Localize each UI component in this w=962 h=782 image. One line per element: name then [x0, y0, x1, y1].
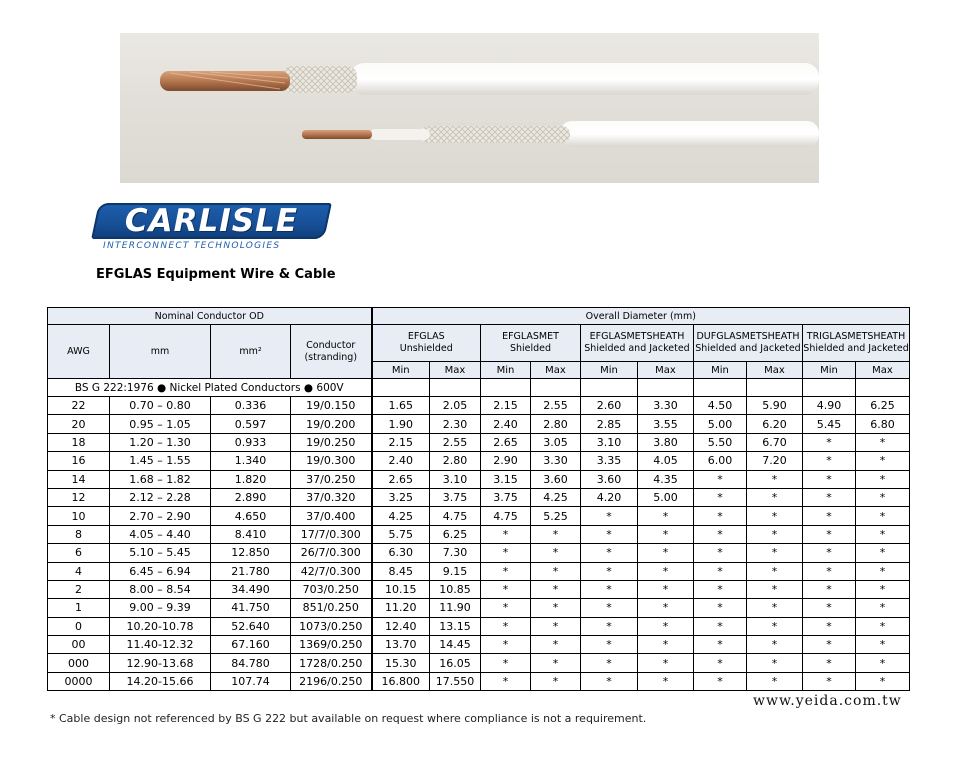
table-cell: * [531, 599, 581, 617]
table-cell: * [581, 580, 638, 598]
table-cell: * [694, 636, 747, 654]
table-cell: 18 [48, 433, 110, 451]
table-cell: 3.80 [638, 433, 694, 451]
table-cell: 8.00 – 8.54 [110, 580, 211, 598]
table-cell: 5.50 [694, 433, 747, 451]
table-cell: * [638, 599, 694, 617]
table-cell: 4.25 [531, 488, 581, 506]
table-cell: 8.410 [211, 525, 291, 543]
table-cell: 6.20 [747, 415, 803, 433]
table-cell: 34.490 [211, 580, 291, 598]
table-cell: 19/0.300 [291, 452, 372, 470]
table-cell: 6.45 – 6.94 [110, 562, 211, 580]
table-cell: * [694, 507, 747, 525]
table-row [48, 507, 910, 525]
table-cell: 0.70 – 0.80 [110, 397, 211, 415]
table-cell: * [803, 433, 856, 451]
table-cell: 19/0.200 [291, 415, 372, 433]
table-cell: 37/0.250 [291, 470, 372, 488]
table-cell: * [747, 470, 803, 488]
table-cell: 13.15 [430, 617, 481, 635]
table-cell: * [856, 452, 910, 470]
table-cell: * [803, 617, 856, 635]
table-row [48, 617, 910, 635]
table-cell: 16 [48, 452, 110, 470]
table-cell: 2.12 – 2.28 [110, 488, 211, 506]
table-cell: * [531, 617, 581, 635]
table-cell: 3.10 [581, 433, 638, 451]
table-cell: 2.05 [430, 397, 481, 415]
table-cell: * [747, 507, 803, 525]
table-cell: * [747, 580, 803, 598]
table-cell: * [581, 636, 638, 654]
table-cell: * [747, 525, 803, 543]
table-row [48, 599, 910, 617]
table-cell: * [638, 672, 694, 690]
product-photo [120, 33, 819, 183]
table-cell: * [747, 599, 803, 617]
table-cell: 3.30 [638, 397, 694, 415]
table-cell: 1.20 – 1.30 [110, 433, 211, 451]
table-cell: 19/0.150 [291, 397, 372, 415]
table-cell: * [481, 636, 531, 654]
table-cell: 3.25 [372, 488, 430, 506]
table-cell: 3.30 [531, 452, 581, 470]
mm2-header: mm² [211, 325, 291, 379]
table-cell: 84.780 [211, 654, 291, 672]
table-cell: * [638, 654, 694, 672]
table-cell: 000 [48, 654, 110, 672]
table-cell: 1369/0.250 [291, 636, 372, 654]
table-row [48, 636, 910, 654]
table-cell: * [747, 672, 803, 690]
table-cell: * [856, 433, 910, 451]
table-row [48, 544, 910, 562]
table-cell: 14.20-15.66 [110, 672, 211, 690]
table-cell: 12.90-13.68 [110, 654, 211, 672]
table-cell: 12.40 [372, 617, 430, 635]
table-cell: 5.00 [638, 488, 694, 506]
table-cell: 4 [48, 562, 110, 580]
table-cell: 11.90 [430, 599, 481, 617]
table-cell: 0.933 [211, 433, 291, 451]
table-cell: 14 [48, 470, 110, 488]
table-cell: * [747, 562, 803, 580]
table-cell: * [694, 672, 747, 690]
logo-subtitle: INTERCONNECT TECHNOLOGIES [103, 241, 281, 251]
table-cell: * [856, 636, 910, 654]
table-cell: 2.90 [481, 452, 531, 470]
table-cell: 16.05 [430, 654, 481, 672]
table-cell: 52.640 [211, 617, 291, 635]
table-cell: 4.20 [581, 488, 638, 506]
table-cell: 9.00 – 9.39 [110, 599, 211, 617]
table-cell: 2.15 [481, 397, 531, 415]
table-cell: 1.340 [211, 452, 291, 470]
table-cell: * [481, 672, 531, 690]
table-cell: 2.40 [481, 415, 531, 433]
table-cell: 2.890 [211, 488, 291, 506]
table-cell: 3.35 [581, 452, 638, 470]
table-cell: * [638, 562, 694, 580]
table-cell: * [803, 525, 856, 543]
table-cell: * [694, 525, 747, 543]
table-cell: 3.75 [481, 488, 531, 506]
table-cell: 2.30 [430, 415, 481, 433]
table-cell: * [481, 599, 531, 617]
table-cell: * [638, 507, 694, 525]
table-cell: 4.05 [638, 452, 694, 470]
table-cell: * [481, 544, 531, 562]
table-cell: * [531, 544, 581, 562]
table-cell: * [856, 544, 910, 562]
table-cell: 7.30 [430, 544, 481, 562]
table-cell: * [803, 580, 856, 598]
table-cell: 8.45 [372, 562, 430, 580]
table-cell: 21.780 [211, 562, 291, 580]
table-cell: 1 [48, 599, 110, 617]
table-cell: 8 [48, 525, 110, 543]
table-cell: 13.70 [372, 636, 430, 654]
table-cell: 1.68 – 1.82 [110, 470, 211, 488]
table-cell: 3.15 [481, 470, 531, 488]
table-cell: 2.15 [372, 433, 430, 451]
table-cell: 0.95 – 1.05 [110, 415, 211, 433]
table-cell: 12 [48, 488, 110, 506]
table-cell: 2.85 [581, 415, 638, 433]
table-cell: * [638, 525, 694, 543]
table-cell: 703/0.250 [291, 580, 372, 598]
table-cell: * [747, 654, 803, 672]
table-cell: * [803, 470, 856, 488]
table-row [48, 397, 910, 415]
table-cell: 5.75 [372, 525, 430, 543]
table-cell: * [856, 562, 910, 580]
table-cell: 4.75 [481, 507, 531, 525]
table-cell: 5.45 [803, 415, 856, 433]
table-cell: 37/0.400 [291, 507, 372, 525]
product-header-efglasmetsheath: EFGLASMETSHEATH Shielded and Jacketed [581, 325, 694, 362]
table-cell: * [581, 562, 638, 580]
product-header-dufglasmetsheath: DUFGLASMETSHEATH Shielded and Jacketed [694, 325, 803, 362]
table-row [48, 452, 910, 470]
table-cell: * [581, 507, 638, 525]
table-cell: 4.25 [372, 507, 430, 525]
overall-diameter-header: Overall Diameter (mm) [372, 308, 910, 325]
table-cell: * [694, 654, 747, 672]
table-cell: * [531, 525, 581, 543]
table-cell: 4.650 [211, 507, 291, 525]
table-cell: 4.05 – 4.40 [110, 525, 211, 543]
min-header: Min [372, 362, 430, 379]
table-cell: 2.80 [531, 415, 581, 433]
product-header-efglasmet: EFGLASMET Shielded [481, 325, 581, 362]
table-row [48, 525, 910, 543]
table-cell: 6 [48, 544, 110, 562]
table-cell: 6.25 [856, 397, 910, 415]
max-header: Max [856, 362, 910, 379]
table-cell: 2 [48, 580, 110, 598]
table-cell: 3.75 [430, 488, 481, 506]
footnote: * Cable design not referenced by BS G 222 but available on request where compliance is not a requirement. [50, 712, 647, 725]
max-header: Max [531, 362, 581, 379]
min-header: Min [694, 362, 747, 379]
table-cell: 1.820 [211, 470, 291, 488]
table-cell: 2.65 [372, 470, 430, 488]
table-cell: 67.160 [211, 636, 291, 654]
table-cell: 0.336 [211, 397, 291, 415]
table-cell: 17.550 [430, 672, 481, 690]
table-cell: * [638, 580, 694, 598]
product-header-triglasmetsheath: TRIGLASMETSHEATH Shielded and Jacketed [803, 325, 910, 362]
table-row [48, 672, 910, 690]
table-cell: * [856, 470, 910, 488]
table-cell: 6.00 [694, 452, 747, 470]
table-cell: * [747, 544, 803, 562]
table-cell: * [803, 636, 856, 654]
table-cell: 12.850 [211, 544, 291, 562]
table-cell: * [856, 672, 910, 690]
table-row [48, 470, 910, 488]
table-cell: * [856, 525, 910, 543]
table-cell: 6.25 [430, 525, 481, 543]
table-cell: 16.800 [372, 672, 430, 690]
table-cell: 1728/0.250 [291, 654, 372, 672]
table-cell: * [481, 525, 531, 543]
table-cell: 1.45 – 1.55 [110, 452, 211, 470]
table-cell: * [803, 562, 856, 580]
table-cell: * [531, 562, 581, 580]
table-cell: 2.55 [531, 397, 581, 415]
table-cell: * [694, 544, 747, 562]
table-cell: * [531, 672, 581, 690]
table-cell: * [803, 654, 856, 672]
table-cell: * [581, 617, 638, 635]
logo-wordmark: CARLISLE [124, 203, 299, 239]
table-cell: * [856, 617, 910, 635]
table-cell: * [581, 544, 638, 562]
table-cell: 14.45 [430, 636, 481, 654]
table-row [48, 562, 910, 580]
standard-group-label: BS G 222:1976 ● Nickel Plated Conductors ● 600V [48, 379, 372, 397]
table-cell: 6.80 [856, 415, 910, 433]
table-cell: 2.65 [481, 433, 531, 451]
table-cell: * [747, 488, 803, 506]
table-cell: 37/0.320 [291, 488, 372, 506]
table-cell: 5.10 – 5.45 [110, 544, 211, 562]
max-header: Max [747, 362, 803, 379]
conductor-header: Conductor (stranding) [291, 325, 372, 379]
max-header: Max [430, 362, 481, 379]
min-header: Min [581, 362, 638, 379]
table-cell: * [531, 580, 581, 598]
table-cell: 0 [48, 617, 110, 635]
table-cell: 10.20-10.78 [110, 617, 211, 635]
table-cell: 0.597 [211, 415, 291, 433]
table-cell: * [856, 654, 910, 672]
table-cell: 107.74 [211, 672, 291, 690]
table-cell: 4.35 [638, 470, 694, 488]
table-cell: 10 [48, 507, 110, 525]
table-cell: * [856, 507, 910, 525]
table-cell: * [638, 636, 694, 654]
table-cell: 17/7/0.300 [291, 525, 372, 543]
table-cell: 0000 [48, 672, 110, 690]
table-cell: * [694, 580, 747, 598]
table-cell: 3.10 [430, 470, 481, 488]
table-cell: 2196/0.250 [291, 672, 372, 690]
table-cell: * [581, 654, 638, 672]
table-cell: 5.90 [747, 397, 803, 415]
spec-table [47, 307, 910, 691]
table-cell: 15.30 [372, 654, 430, 672]
table-cell: 5.00 [694, 415, 747, 433]
table-cell: * [803, 488, 856, 506]
table-cell: 1.90 [372, 415, 430, 433]
mm-header: mm [110, 325, 211, 379]
table-row [48, 488, 910, 506]
cable-small [302, 121, 819, 147]
table-cell: * [856, 580, 910, 598]
carlisle-logo [95, 203, 330, 258]
table-cell: 3.05 [531, 433, 581, 451]
table-cell: 3.60 [581, 470, 638, 488]
table-cell: 19/0.250 [291, 433, 372, 451]
table-cell: 6.30 [372, 544, 430, 562]
table-cell: * [694, 599, 747, 617]
website-url: www.yeida.com.tw [753, 693, 902, 709]
table-cell: * [856, 488, 910, 506]
table-cell: 00 [48, 636, 110, 654]
table-row [48, 654, 910, 672]
table-cell: 2.80 [430, 452, 481, 470]
table-row [48, 415, 910, 433]
table-cell: * [581, 525, 638, 543]
table-cell: * [481, 654, 531, 672]
table-cell: * [531, 654, 581, 672]
table-cell: 10.15 [372, 580, 430, 598]
table-cell: * [803, 452, 856, 470]
table-cell: 9.15 [430, 562, 481, 580]
table-cell: 4.90 [803, 397, 856, 415]
table-cell: * [481, 617, 531, 635]
table-cell: 10.85 [430, 580, 481, 598]
table-cell: 11.40-12.32 [110, 636, 211, 654]
table-cell: 26/7/0.300 [291, 544, 372, 562]
table-cell: * [531, 636, 581, 654]
table-cell: 4.50 [694, 397, 747, 415]
table-cell: * [747, 636, 803, 654]
table-cell: 3.60 [531, 470, 581, 488]
table-cell: 2.60 [581, 397, 638, 415]
table-cell: * [638, 544, 694, 562]
table-cell: 20 [48, 415, 110, 433]
nominal-od-header: Nominal Conductor OD [48, 308, 372, 325]
table-cell: * [694, 617, 747, 635]
table-cell: 4.75 [430, 507, 481, 525]
table-cell: * [481, 562, 531, 580]
min-header: Min [481, 362, 531, 379]
table-cell: * [694, 470, 747, 488]
cable-large [160, 63, 819, 95]
table-cell: * [803, 507, 856, 525]
table-cell: 3.55 [638, 415, 694, 433]
table-cell: 7.20 [747, 452, 803, 470]
table-cell: 2.40 [372, 452, 430, 470]
table-row [48, 580, 910, 598]
table-cell: * [581, 599, 638, 617]
max-header: Max [638, 362, 694, 379]
table-cell: * [747, 617, 803, 635]
table-cell: 41.750 [211, 599, 291, 617]
table-cell: 22 [48, 397, 110, 415]
table-cell: * [481, 580, 531, 598]
product-header-efglas: EFGLAS Unshielded [372, 325, 481, 362]
table-cell: 851/0.250 [291, 599, 372, 617]
table-cell: * [803, 599, 856, 617]
table-cell: * [694, 488, 747, 506]
table-row [48, 433, 910, 451]
table-cell: * [581, 672, 638, 690]
table-cell: * [694, 562, 747, 580]
table-cell: * [803, 544, 856, 562]
table-cell: 1.65 [372, 397, 430, 415]
table-cell: * [856, 599, 910, 617]
table-cell: 2.55 [430, 433, 481, 451]
document-title: EFGLAS Equipment Wire & Cable [96, 267, 336, 282]
table-cell: 1073/0.250 [291, 617, 372, 635]
table-cell: 2.70 – 2.90 [110, 507, 211, 525]
awg-header: AWG [48, 325, 110, 379]
table-cell: 6.70 [747, 433, 803, 451]
table-cell: 11.20 [372, 599, 430, 617]
table-cell: 42/7/0.300 [291, 562, 372, 580]
min-header: Min [803, 362, 856, 379]
table-cell: * [638, 617, 694, 635]
table-cell: 5.25 [531, 507, 581, 525]
table-cell: * [803, 672, 856, 690]
